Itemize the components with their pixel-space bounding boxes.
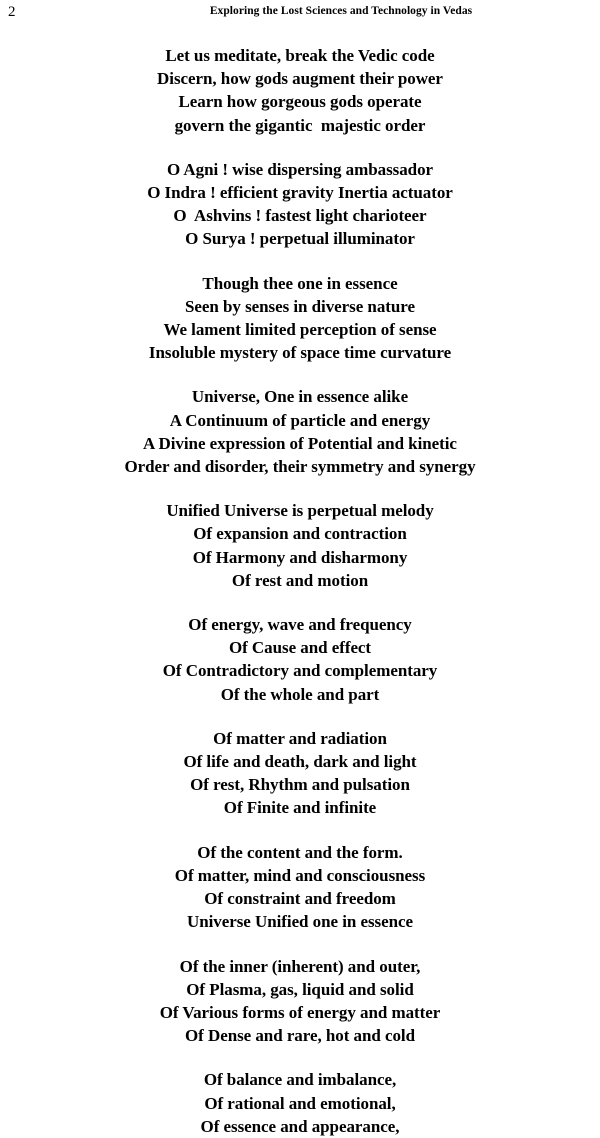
poem-line: Universe, One in essence alike [191, 387, 409, 407]
running-head [0, 0, 600, 26]
poem-line: Seen by senses in diverse nature [185, 296, 415, 316]
poem-line: O Surya ! perpetual illuminator [185, 229, 415, 249]
poem-line: Learn how gorgeous gods operate [178, 92, 422, 112]
poem-line: Unified Universe is perpetual melody [166, 501, 434, 521]
poem-line: Of constraint and freedom [204, 889, 396, 909]
poem-line: Of Cause and effect [228, 638, 372, 658]
poem-line: Though thee one in essence [202, 273, 398, 293]
poem-line: Of rational and emotional, [204, 1093, 396, 1113]
poem-line: Of the inner (inherent) and outer, [179, 956, 421, 976]
poem-line: Let us meditate, break the Vedic code [165, 46, 435, 65]
stanza [0, 727, 600, 820]
running-head-title: Exploring the Lost Sciences and Technology in Vedas [209, 5, 473, 17]
poem-line: A Continuum of particle and energy [169, 410, 431, 430]
poem-line: A Divine expression of Potential and kinetic [143, 433, 457, 453]
poem-body [0, 44, 600, 1138]
poem-line: Of Plasma, gas, liquid and solid [186, 979, 414, 999]
stanza [0, 44, 600, 137]
page-number: 2 [8, 4, 16, 20]
poem-line: Discern, how gods augment their power [157, 69, 443, 89]
stanza [0, 385, 600, 478]
poem-line: We lament limited perception of sense [163, 320, 437, 340]
stanza [0, 1068, 600, 1138]
poem-line: Universe Unified one in essence [186, 912, 414, 932]
poem-line: Of life and death, dark and light [183, 752, 417, 772]
poem-line: Order and disorder, their symmetry and synergy [124, 457, 476, 477]
poem-line: Of Harmony and disharmony [192, 547, 408, 567]
poem-line: Of matter, mind and consciousness [174, 865, 426, 885]
poem-line: Of Various forms of energy and matter [159, 1002, 441, 1022]
stanza [0, 499, 600, 592]
poem-line: Of Dense and rare, hot and cold [184, 1026, 415, 1046]
poem-line: Of rest, Rhythm and pulsation [190, 775, 410, 795]
poem-line: Of rest and motion [231, 570, 369, 590]
stanza [0, 841, 600, 934]
poem-line: Of the content and the form. [197, 842, 403, 862]
poem-line: govern the gigantic majestic order [174, 115, 426, 135]
poem-line: Of matter and radiation [213, 728, 387, 748]
stanza [0, 158, 600, 251]
poem-line: Of expansion and contraction [193, 524, 407, 544]
poem-line: O Indra ! efficient gravity Inertia actuator [147, 183, 453, 203]
stanza [0, 272, 600, 365]
poem-line: O Ashvins ! fastest light charioteer [173, 206, 427, 226]
poem-line: Of the whole and part [220, 684, 380, 704]
poem-line: Insoluble mystery of space time curvature [148, 343, 452, 363]
poem-line: Of Contradictory and complementary [162, 661, 438, 681]
stanza [0, 955, 600, 1048]
poem-line: Of energy, wave and frequency [188, 615, 412, 635]
poem-line: Of essence and appearance, [200, 1116, 400, 1136]
stanza [0, 613, 600, 706]
poem-line: Of balance and imbalance, [203, 1070, 397, 1090]
poem-line: O Agni ! wise dispersing ambassador [166, 159, 434, 179]
poem-line: Of Finite and infinite [223, 798, 377, 818]
